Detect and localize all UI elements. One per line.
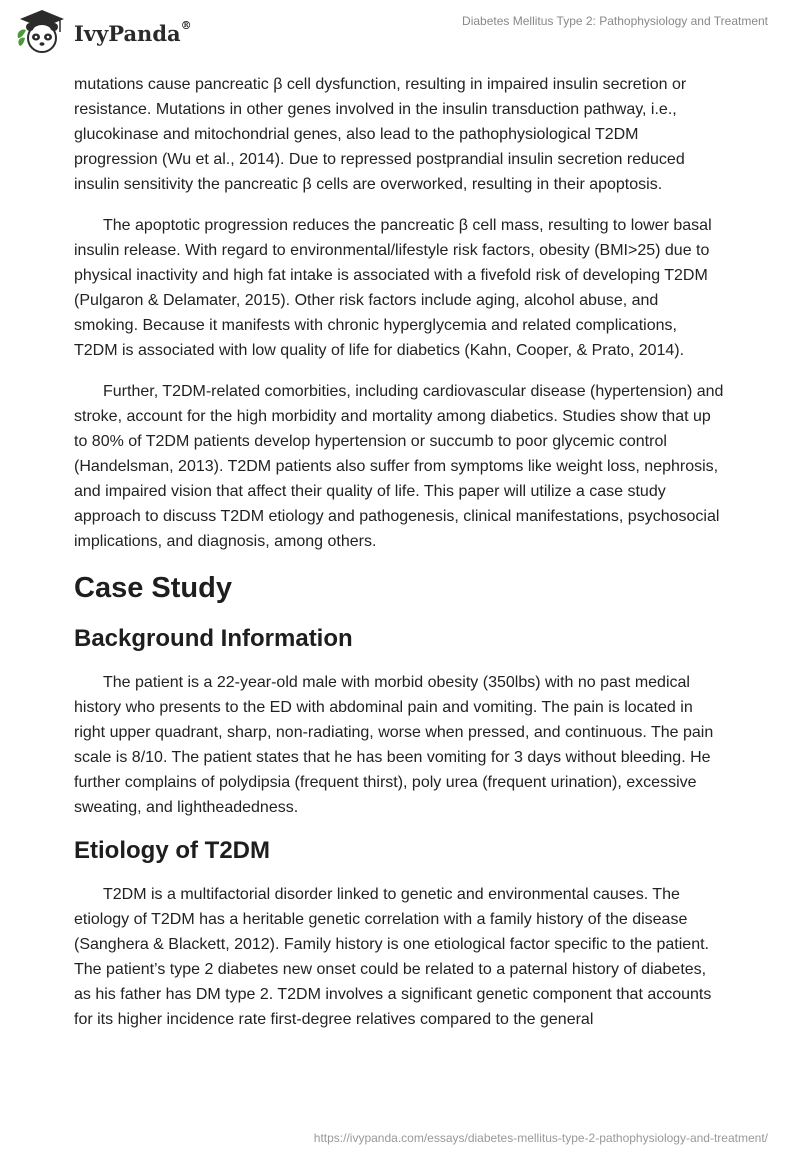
paragraph-intro-3: Further, T2DM-related comorbities, including cardiovascular disease (hypertension) and stroke, account for the high morbidity and mortality among diabetics. Studies show that up to 80% of T2DM patients develop hypertension or succumb to poor glycemic control (Handelsman, 2013). T2DM patients also suffer from symptoms like weight loss, nephrosis, and impaired vision that affect their quality of life. This paper will utilize a case study approach to discuss T2DM etiology and pathogenesis, clinical manifestations, psychosocial implications, and diagnosis, among others. (74, 383, 724, 550)
document-title: Diabetes Mellitus Type 2: Pathophysiology and Treatment (462, 14, 768, 28)
heading-etiology: Etiology of T2DM (74, 837, 270, 864)
page-header (0, 0, 800, 70)
panda-logo-icon (14, 8, 70, 56)
ivypanda-logo[interactable] (14, 8, 192, 56)
paragraph-etiology: T2DM is a multifactorial disorder linked to genetic and environmental causes. The etiology of T2DM has a heritable genetic correlation with a family history of the disease (Sanghera & Blackett, 2012). Family history is one etiological factor specific to the patient. The patient’s type 2 diabetes new onset could be related to a paternal history of diabetes, as his father has DM type 2. T2DM involves a significant genetic component that accounts for its higher incidence rate first-degree relatives compared to the general (74, 886, 712, 1028)
paragraph-background: The patient is a 22-year-old male with morbid obesity (350lbs) with no past medical history who presents to the ED with abdominal pain and vomiting. The pain is located in right upper quadrant, sharp, non-radiating, worse when pressed, and continuous. The pain scale is 8/10. The patient states that he has been vomiting for 3 days without bleeding. He further complains of polydipsia (frequent thirst), poly urea (frequent urination), excessive sweating, and lightheadedness. (74, 674, 714, 816)
paragraph-intro-1: mutations cause pancreatic β cell dysfunction, resulting in impaired insulin secretion or resistance. Mutations in other genes involved in the insulin transduction pathway, i.e., glucokinase and mitochondrial genes, also lead to the pathophysiological T2DM progression (Wu et al., 2014). Due to repressed postprandial insulin secretion reduced insulin sensitivity the pancreatic β cells are overworked, resulting in their apoptosis. (74, 76, 687, 193)
heading-background-information: Background Information (74, 625, 353, 652)
heading-case-study: Case Study (74, 572, 232, 604)
source-url[interactable]: https://ivypanda.com/essays/diabetes-mellitus-type-2-pathophysiology-and-treatment/ (313, 1131, 768, 1145)
logo-text: IvyPanda® (74, 18, 192, 46)
essay-content (74, 72, 724, 1048)
paragraph-intro-2: The apoptotic progression reduces the pancreatic β cell mass, resulting to lower basal insulin release. With regard to environmental/lifestyle risk factors, obesity (BMI>25) due to physical inactivity and high fat intake is associated with a fivefold risk of developing T2DM (Pulgaron & Delamater, 2015). Other risk factors include aging, alcohol abuse, and smoking. Because it manifests with chronic hyperglycemia and related complications, T2DM is associated with low quality of life for diabetics (Kahn, Cooper, & Prato, 2014). (74, 217, 712, 359)
